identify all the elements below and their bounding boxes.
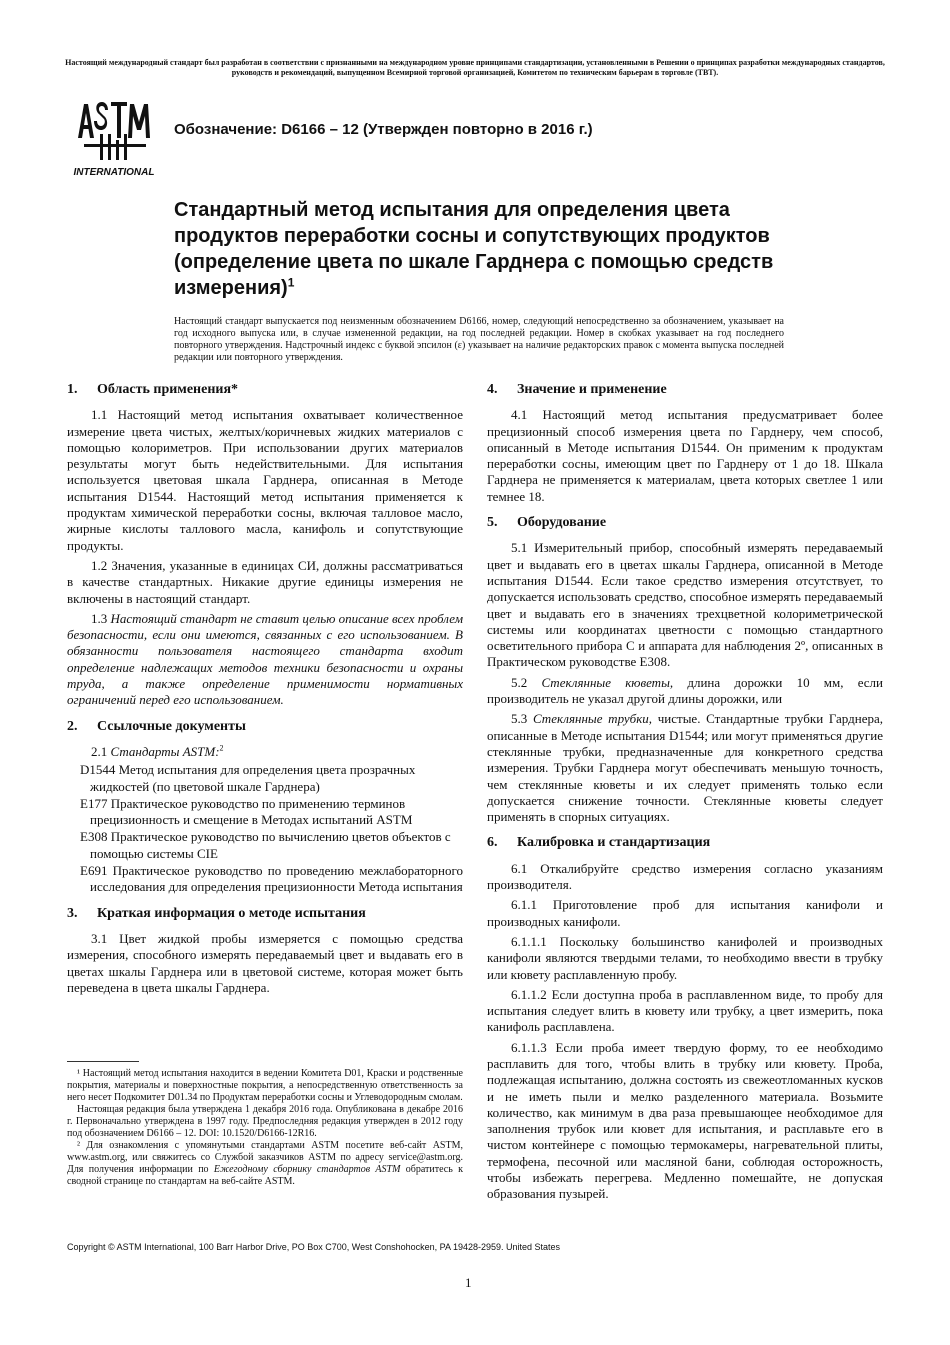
footnote-divider xyxy=(67,1061,139,1062)
section-heading-1: 1. Область применения* xyxy=(67,382,239,397)
footnote-1: ¹ Настоящий метод испытания находится в ведении Комитета D01, Краски и родственные покрытия, материалы и поверхностные покрытия, а непосредственную ответственность за него несет Подкомитет D01.34 по Продуктам переработки сосны и Углеводородным смолам. xyxy=(67,1068,463,1103)
preamble: Настоящий стандарт выпускается под неизменным обозначением D6166, номер, следующий непосредственно за обозначением, указывает на год исходного выпуска или, в случае измененной редакции, на год последней редакции. Номер в скобках указывает на год последнего повторного утверждения. Надстрочный индекс с буквой эпсилон (ε) указывает на наличие редакторских правок с момента выпуска последней редакции или повторного утверждения. xyxy=(174,316,784,363)
astm-logo-text: INTERNATIONAL xyxy=(73,167,155,178)
paragraph-4-1: 4.1 Настоящий метод испытания предусматривает более прецизионный способ измерения цвета по Гарднеру, чем способ, описанный в Методе испытания D1544. Он применим к продуктам переработки сосны, имеющим цвет по Гарднеру от 1 до 18. Шкала Гарднера не применяется к материалам, цвета которых светлее 1 или темнее 18. xyxy=(487,407,883,504)
astm-logo xyxy=(64,98,164,178)
paragraph-1-3: 1.3 Настоящий стандарт не ставит целью описание всех проблем безопасности, если они имеются, связанных с его использованием. В обязанности пользователя настоящего стандарта входит определение надлежащих методов техники безопасности и охраны труда, а также определение применимости нормативных ограничений перед его использованием. xyxy=(67,610,463,708)
section-heading-6: 6. Калибровка и стандартизация xyxy=(487,835,711,851)
astm-logo-icon xyxy=(64,98,164,178)
paragraph-6-1-1-3: 6.1.1.3 Если проба имеет твердую форму, то ее необходимо расплавить для того, чтобы влить в трубку или кювету. Проба, подлежащая испытанию, должна состоять из свежеотломанных кусков и не иметь пыли и мелко разделенного материала. Возьмите количество, как минимум в два раза превышающее необходимое для заполнения трубок или кювет для испытания, и расплавьте его в чистом контейнере с помощью термокамеры, нагревательной плиты, термофена, песочной или масляной бани, соблюдая осторожность, чтобы избежать перегрева. Медленно помешайте, не допуская образования пузырей. xyxy=(487,1039,883,1202)
footnote-2: ² Для ознакомления с упомянутыми стандартами ASTM посетите веб-сайт ASTM, www.astm.org, или свяжитесь со Службой заказчиков ASTM по адресу service@astm.org. Для получения информации по Ежегодному сборнику стандартов ASTM обратитесь к сводной странице по стандартам на веб-сайте ASTM. xyxy=(67,1140,463,1187)
international-standard-notice: Настоящий международный стандарт был разработан в соответствии с признанными на международном уровне принципами стандартизации, установленными в Решении о принципах разработки международных стандартов, руководств и рекомендаций, выпущенном Всемирной торговой организацией, Комитетом по техническим барьерам в торговле (ТВТ). xyxy=(65,58,885,77)
reference-item: E177 Практическое руководство по применению терминов прецизионность и смещение в Методах испытаний ASTM xyxy=(80,795,413,828)
page-number: 1 xyxy=(465,1275,472,1290)
document-designation: Обозначение: D6166 – 12 (Утвержден повторно в 2016 г.) xyxy=(174,121,593,138)
paragraph-5-3: 5.3 Стеклянные трубки, чистые. Стандартные трубки Гарднера, описанные в Методе испытания D1544; или могут применяться другие стеклянные трубки, предназначенные для конкретного средства измерения. Трубки Гарднера могут обеспечивать меньшую точность, чем стеклянные кюветы и их следует применять только если допускается снижение точности. Стеклянные кюветы следует применять в спорных ситуациях. xyxy=(487,711,883,825)
title-text: Стандартный метод испытания для определения цвета продуктов переработки сосны и сопутствующих продуктов (определение цвета по шкале Гарднера с помощью средств измерения) xyxy=(174,199,774,299)
paragraph-6-1: 6.1 Откалибруйте средство измерения согласно указаниям производителя. xyxy=(487,860,883,893)
paragraph-5-2: 5.2 Стеклянные кюветы, длина дорожки 10 мм, если производитель не указал другой длины дорожки, или xyxy=(487,674,883,707)
footnotes xyxy=(67,1068,463,1188)
document-title xyxy=(174,197,794,301)
paragraph-3-1: 3.1 Цвет жидкой пробы измеряется с помощью средства измерения, способного измерять передаваемый цвет и выдавать его в цветах шкалы Гарднера или в цветовой системе, которая может быть переведена в цвета шкалы Гарднера. xyxy=(67,930,463,995)
title-footnote-marker: 1 xyxy=(287,275,295,290)
paragraph-5-1: 5.1 Измерительный прибор, способный измерять передаваемый цвет и выдавать его в цветах шкалы Гарднера, описанной в Методе испытания D1544. Если такое средство измерения отсутствует, то допускается использовать средство, способное измерять передаваемый цвет и выдавать его в значениях трехцветной колориметрической системы или координатах цветности с помощью стандартного осветительного прибора C и аппарата для наблюдения 2º, описанных в Практическом руководстве E308. xyxy=(487,540,883,670)
reference-item: E691 Практическое руководство по проведению межлабораторного исследования для определения прецизионности Метода испытания xyxy=(80,863,463,895)
copyright: Copyright © ASTM International, 100 Barr Harbor Drive, PO Box C700, West Conshohocken, PA 19428-2959. United States xyxy=(67,1242,561,1252)
reference-item: D1544 Метод испытания для определения цвета прозрачных жидкостей (по цветовой шкале Гарднера) xyxy=(80,762,416,794)
section-heading-2: 2. Ссылочные документы xyxy=(67,718,246,734)
section-heading-5: 5. Оборудование xyxy=(487,515,607,531)
footnote-1-continued: Настоящая редакция была утверждена 1 декабря 2016 года. Опубликована в декабре 2016 г. Первоначально утверждена в 1997 году. Предпоследняя редакция утвержден в 2012 году под обозначением D6166 – 12. DOI: 10.1520/D6166-12R16. xyxy=(67,1104,463,1139)
paragraph-6-1-1: 6.1.1 Приготовление проб для испытания канифоли и производных канифоли. xyxy=(487,897,883,929)
section-heading-3: 3. Краткая информация о методе испытания xyxy=(67,905,366,921)
section-heading-4: 4. Значение и применение xyxy=(487,382,667,397)
paragraph-1-2: 1.2 Значения, указанные в единицах СИ, должны рассматриваться в качестве стандартных. Никакие другие единицы измерения не включены в настоящий стандарт. xyxy=(67,557,463,606)
paragraph-6-1-1-1: 6.1.1.1 Поскольку большинство канифолей и производных канифоли являются твердыми телами, то необходимо ввести в трубку или кювету расплавленную пробу. xyxy=(487,933,883,982)
right-column xyxy=(487,380,883,1207)
paragraph-1-1: 1.1 Настоящий метод испытания охватывает количественное измерение цвета чистых, желтых/коричневых жидких материалов с помощью колориметров. При использовании других материалов результаты могут быть недействительными. Для испытания используется цветовая шкала Гарднера, описанная в Методе испытания D1544. Настоящий метод испытания применяется к продуктам химической переработки сосны, включая талловое масло, жирные кислоты таллового масла, канифоль и сопутствующие продукты. xyxy=(67,407,463,553)
references-intro: 2.1 Стандарты ASTM:$^2$ xyxy=(91,743,224,759)
left-column xyxy=(67,380,463,1000)
reference-item: E308 Практическое руководство по вычислению цветов объектов с помощью системы CIE xyxy=(80,829,451,861)
paragraph-6-1-1-2: 6.1.1.2 Если доступна проба в расплавленном виде, то пробу для испытания следует влить в кювету или трубку, а цвет измерить, пока канифоль расплавлена. xyxy=(487,986,883,1035)
